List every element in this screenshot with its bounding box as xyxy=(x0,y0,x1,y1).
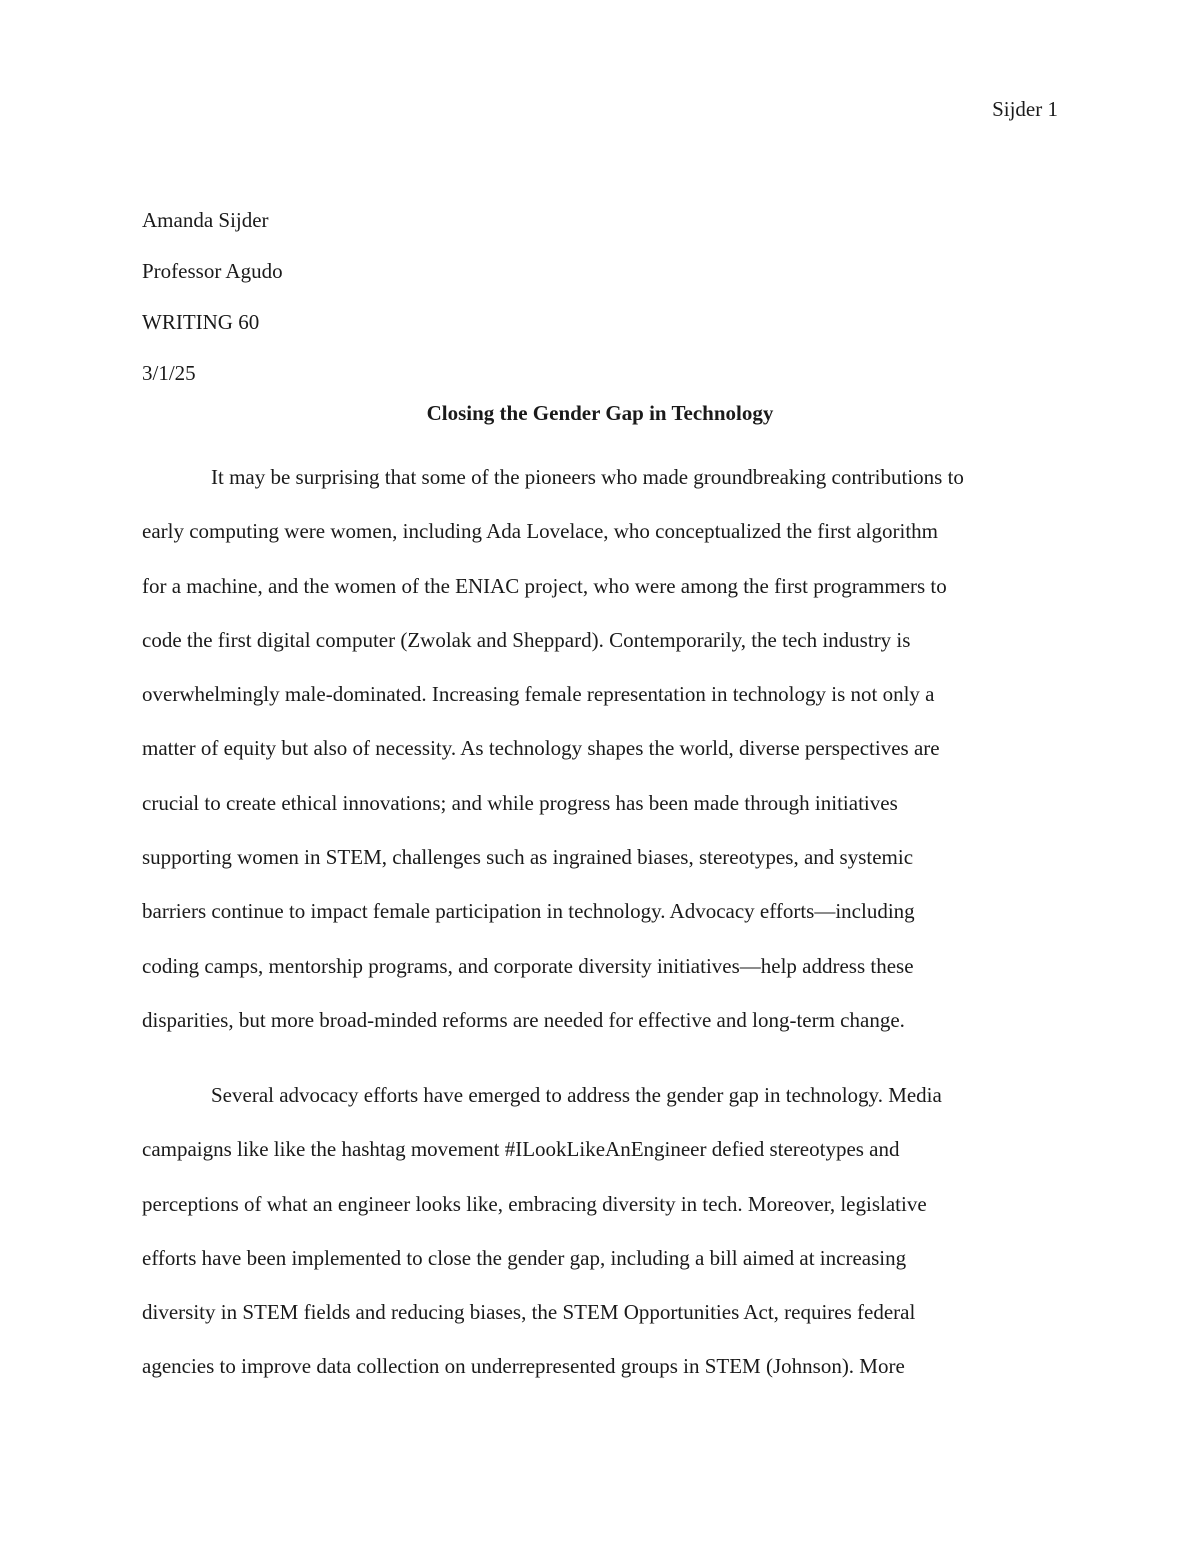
paragraph-line: disparities, but more broad-minded reforms are needed for effective and long-term change. xyxy=(142,1007,905,1032)
essay-title: Closing the Gender Gap in Technology xyxy=(426,401,774,425)
essay-date: 3/1/25 xyxy=(142,361,196,385)
running-head: Sijder 1 xyxy=(992,97,1058,121)
paragraph-line: barriers continue to impact female participation in technology. Advocacy efforts—including xyxy=(142,899,915,924)
paragraph-line: supporting women in STEM, challenges such as ingrained biases, stereotypes, and systemic xyxy=(142,845,914,870)
paragraph-line: early computing were women, including Ada Lovelace, who conceptualized the first algorithm xyxy=(142,519,938,544)
course-name: WRITING 60 xyxy=(142,310,260,334)
paragraph-1 xyxy=(142,450,1062,1047)
paragraph-line: Several advocacy efforts have emerged to address the gender gap in technology. Media xyxy=(211,1083,942,1107)
paragraph-line: diversity in STEM fields and reducing biases, the STEM Opportunities Act, requires federal xyxy=(142,1300,916,1325)
paragraph-line: agencies to improve data collection on underrepresented groups in STEM (Johnson). More xyxy=(142,1354,905,1379)
paragraph-line: crucial to create ethical innovations; and while progress has been made through initiatives xyxy=(142,790,898,815)
paragraph-line: efforts have been implemented to close the gender gap, including a bill aimed at increasing xyxy=(142,1245,907,1270)
paragraph-line: coding camps, mentorship programs, and corporate diversity initiatives—help address these xyxy=(142,953,914,978)
paragraph-line: It may be surprising that some of the pioneers who made groundbreaking contributions to xyxy=(211,465,964,489)
paragraph-line: perceptions of what an engineer looks like, embracing diversity in tech. Moreover, legislative xyxy=(142,1191,927,1216)
paragraph-line: for a machine, and the women of the ENIAC project, who were among the first programmers to xyxy=(142,573,947,598)
mla-heading xyxy=(142,195,1062,399)
paragraph-line: code the first digital computer (Zwolak and Sheppard). Contemporarily, the tech industry is xyxy=(142,627,911,652)
professor-name: Professor Agudo xyxy=(142,259,283,283)
student-name: Amanda Sijder xyxy=(142,208,269,232)
paragraph-line: overwhelmingly male-dominated. Increasing female representation in technology is not only a xyxy=(142,682,935,707)
paragraph-line: matter of equity but also of necessity. As technology shapes the world, diverse perspectives are xyxy=(142,736,940,761)
paragraph-2 xyxy=(142,1068,1062,1394)
paragraph-line: campaigns like like the hashtag movement #ILookLikeAnEngineer defied stereotypes and xyxy=(142,1137,900,1162)
